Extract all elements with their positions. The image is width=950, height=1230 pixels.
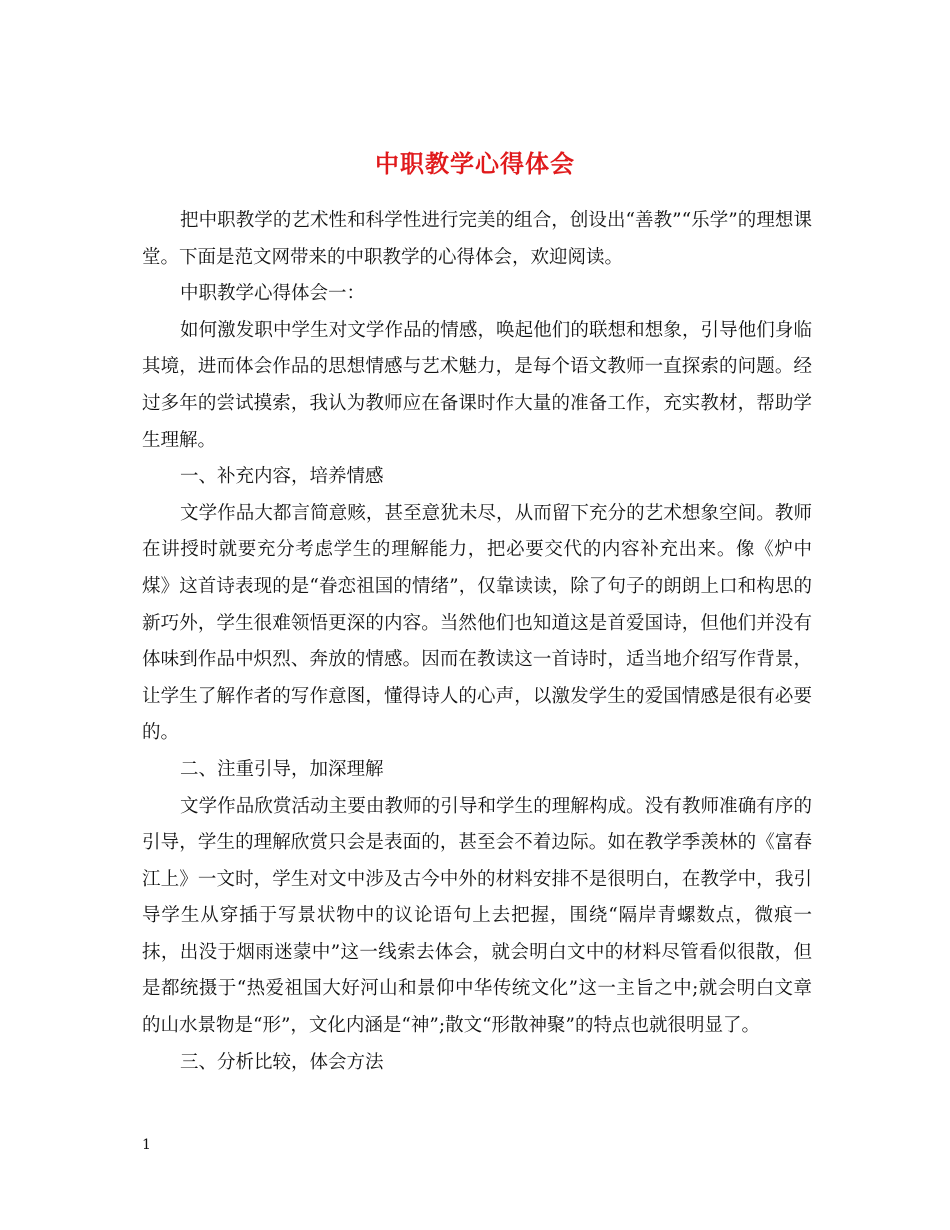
body-paragraph: 文学作品欣赏活动主要由教师的引导和学生的理解构成。没有教师准确有序的引导，学生的理解欣赏只会是表面的，甚至会不着边际。如在教学季羡林的《富春江上》一文时，学生对文中涉及古今中外的材料安排不是很明白，在教学中，我引导学生从穿插于写景状物中的议论语句上去把握，围绕“隔岸青螺数点，微痕一抹，出没于烟雨迷蒙中”这一线索去体会，就会明白文中的材料尽管看似很散，但是都统摄于“热爱祖国大好河山和景仰中华传统文化”这一主旨之中;就会明白文章的山水景物是“形”，文化内涵是“神”;散文“形散神聚”的特点也就很明显了。 (142, 795, 812, 1037)
body-paragraph: 文学作品大都言简意赅，甚至意犹未尽，从而留下充分的艺术想象空间。教师在讲授时就要充分考虑学生的理解能力，把必要交代的内容补充出来。像《炉中煤》这首诗表现的是“眷恋祖国的情绪”，仅靠读读，除了句子的朗朗上口和构思的新巧外，学生很难领悟更深的内容。当然他们也知道这是首爱国诗，但他们并没有体味到作品中炽烈、奔放的情感。因而在教读这一首诗时，适当地介绍写作背景，让学生了解作者的写作意图，懂得诗人的心声，以激发学生的爱国情感是很有必要的。 (142, 502, 812, 744)
subheading-1: 一、补充内容，培养情感 (180, 466, 384, 488)
document-title: 中职教学心得体会 (375, 149, 575, 179)
section-label: 中职教学心得体会一： (180, 283, 366, 305)
subheading-3: 三、分析比较，体会方法 (180, 1051, 384, 1073)
intro-paragraph: 把中职教学的艺术性和科学性进行完美的组合，创设出“善教”“乐学”的理想课堂。下面是范文网带来的中职教学的心得体会，欢迎阅读。 (142, 210, 812, 268)
document-body (142, 203, 812, 1081)
body-paragraph: 如何激发职中学生对文学作品的情感，唤起他们的联想和想象，引导他们身临其境，进而体会作品的思想情感与艺术魅力，是每个语文教师一直探索的问题。经过多年的尝试摸索，我认为教师应在备课时作大量的准备工作，充实教材，帮助学生理解。 (142, 319, 812, 451)
subheading-2: 二、注重引导，加深理解 (180, 758, 384, 780)
page-number: 1 (142, 1137, 151, 1153)
